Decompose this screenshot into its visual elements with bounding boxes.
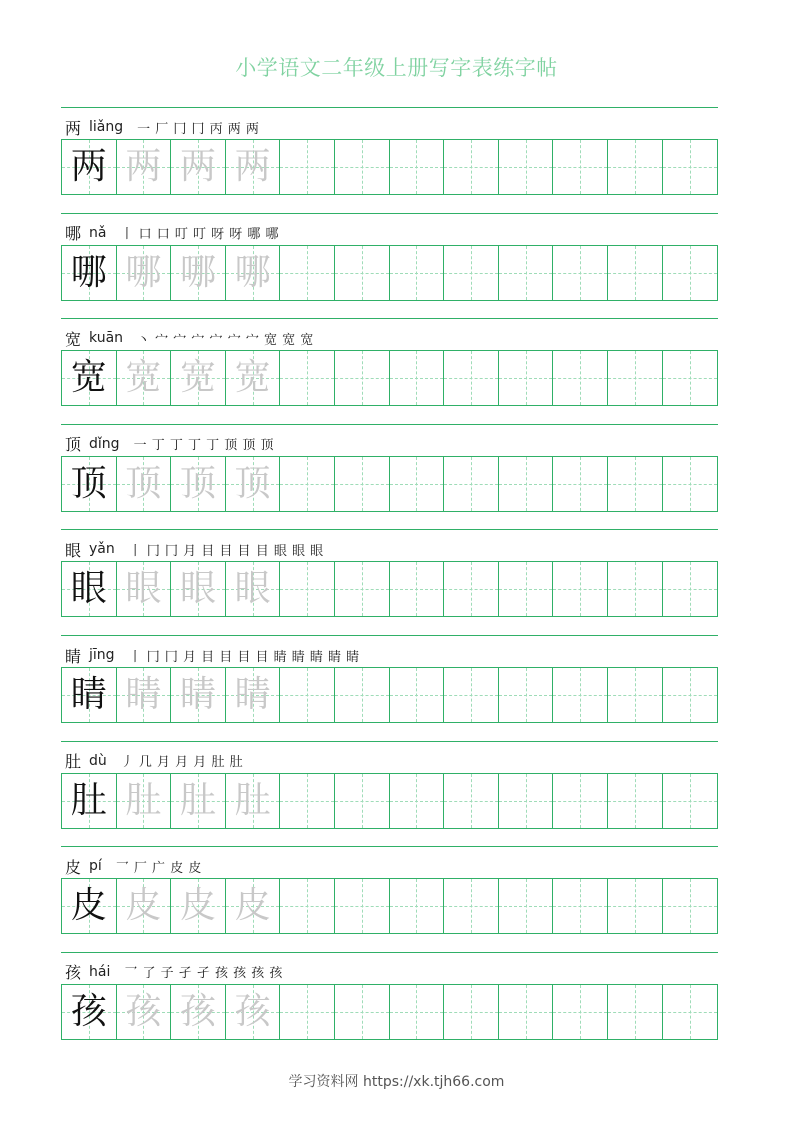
trace-character: 眼: [125, 568, 162, 610]
character-info: [65, 644, 360, 666]
blank-cell[interactable]: [553, 668, 608, 722]
blank-cell[interactable]: [663, 140, 718, 194]
blank-cell[interactable]: [663, 351, 718, 405]
model-cell: [62, 985, 117, 1039]
model-character: 皮: [70, 885, 107, 927]
pinyin-label: hái: [89, 963, 111, 980]
trace-cell: [226, 457, 281, 511]
trace-character: 顶: [234, 462, 271, 504]
row-divider: [61, 952, 718, 953]
trace-cell: [117, 246, 172, 300]
blank-cell[interactable]: [390, 879, 445, 933]
blank-cell[interactable]: [280, 140, 335, 194]
trace-character: 哪: [234, 251, 271, 293]
stroke-order: 一 丁 丁 丁 丁 顶 顶 顶: [133, 438, 274, 454]
pinyin-label: dǐng: [89, 435, 120, 452]
character-label: 睛: [65, 646, 82, 666]
stroke-order: 一 厂 冂 冂 丙 两 两: [137, 121, 260, 137]
trace-cell: [226, 774, 281, 828]
trace-cell: [171, 985, 226, 1039]
pinyin-label: jīng: [89, 647, 115, 663]
blank-cell[interactable]: [663, 562, 718, 616]
blank-cell[interactable]: [499, 985, 554, 1039]
model-cell: [62, 140, 117, 194]
blank-cell[interactable]: [280, 351, 335, 405]
blank-cell[interactable]: [335, 774, 390, 828]
character-label: 孩: [65, 963, 82, 983]
writing-grid: [61, 667, 718, 723]
character-info: [65, 855, 202, 877]
trace-character: 睛: [179, 674, 216, 715]
stroke-order: 丶 宀 宀 宀 宀 宀 宀 宽 宽 宽: [137, 332, 314, 348]
blank-cell[interactable]: [499, 246, 554, 300]
blank-cell[interactable]: [499, 562, 554, 616]
trace-character: 宽: [125, 357, 162, 399]
character-label: 两: [65, 118, 82, 138]
model-character: 睛: [70, 674, 107, 715]
blank-cell[interactable]: [335, 246, 390, 300]
trace-character: 皮: [125, 885, 162, 927]
blank-cell[interactable]: [390, 246, 445, 300]
model-cell: [62, 879, 117, 933]
blank-cell[interactable]: [608, 562, 663, 616]
blank-cell[interactable]: [499, 774, 554, 828]
pinyin-label: yǎn: [89, 541, 115, 558]
trace-cell: [117, 985, 172, 1039]
trace-character: 孩: [234, 990, 271, 1032]
character-info: [65, 538, 324, 560]
character-info: [65, 961, 283, 983]
pinyin-label: nǎ: [89, 224, 107, 241]
model-cell: [62, 457, 117, 511]
pinyin-label: kuān: [89, 330, 124, 347]
row-divider: [61, 635, 718, 636]
trace-character: 肚: [125, 779, 162, 821]
blank-cell[interactable]: [663, 246, 718, 300]
blank-cell[interactable]: [663, 774, 718, 828]
trace-cell: [117, 562, 172, 616]
blank-cell[interactable]: [608, 246, 663, 300]
blank-cell[interactable]: [553, 457, 608, 511]
character-label: 皮: [65, 857, 82, 877]
stroke-order: 乛 了 子 孑 孑 孩 孩 孩 孩: [124, 966, 283, 982]
trace-character: 睛: [125, 674, 162, 715]
model-character: 孩: [70, 990, 107, 1032]
row-divider: [61, 741, 718, 742]
trace-character: 哪: [125, 251, 162, 293]
trace-cell: [171, 562, 226, 616]
model-character: 宽: [70, 357, 107, 399]
model-character: 哪: [70, 251, 107, 293]
page-title: 小学语文二年级上册写字表练字帖: [235, 56, 558, 80]
trace-cell: [171, 668, 226, 722]
blank-cell[interactable]: [280, 562, 335, 616]
blank-cell[interactable]: [280, 774, 335, 828]
model-cell: [62, 246, 117, 300]
blank-cell[interactable]: [390, 457, 445, 511]
blank-cell[interactable]: [663, 457, 718, 511]
trace-cell: [171, 351, 226, 405]
blank-cell[interactable]: [444, 457, 499, 511]
blank-cell[interactable]: [444, 879, 499, 933]
trace-cell: [226, 351, 281, 405]
blank-cell[interactable]: [280, 246, 335, 300]
trace-cell: [171, 774, 226, 828]
trace-character: 两: [234, 146, 271, 187]
trace-cell: [117, 351, 172, 405]
blank-cell[interactable]: [280, 879, 335, 933]
character-info: [65, 750, 243, 772]
blank-cell[interactable]: [280, 668, 335, 722]
trace-character: 顶: [179, 462, 216, 504]
blank-cell[interactable]: [553, 774, 608, 828]
trace-character: 肚: [179, 779, 216, 821]
trace-character: 皮: [179, 885, 216, 927]
trace-cell: [226, 879, 281, 933]
trace-cell: [117, 668, 172, 722]
trace-character: 宽: [179, 357, 216, 399]
blank-cell[interactable]: [335, 140, 390, 194]
stroke-order: 丨 冂 冂 月 目 目 目 目 眼 眼 眼: [128, 543, 324, 559]
character-label: 眼: [65, 540, 82, 560]
writing-grid: [61, 561, 718, 617]
writing-grid: [61, 984, 718, 1040]
model-character: 两: [70, 146, 107, 187]
model-character: 肚: [70, 779, 107, 821]
blank-cell[interactable]: [608, 774, 663, 828]
row-divider: [61, 318, 718, 319]
trace-cell: [117, 457, 172, 511]
blank-cell[interactable]: [390, 562, 445, 616]
blank-cell[interactable]: [499, 140, 554, 194]
blank-cell[interactable]: [335, 562, 390, 616]
row-divider: [61, 529, 718, 530]
blank-cell[interactable]: [663, 879, 718, 933]
blank-cell[interactable]: [390, 774, 445, 828]
model-cell: [62, 668, 117, 722]
character-info: [65, 222, 279, 244]
blank-cell[interactable]: [499, 668, 554, 722]
trace-character: 孩: [125, 990, 162, 1032]
writing-grid: [61, 139, 718, 195]
trace-cell: [226, 562, 281, 616]
blank-cell[interactable]: [553, 140, 608, 194]
stroke-order: 丨 冂 冂 月 目 目 目 目 睛 睛 睛 睛 睛: [128, 649, 360, 665]
blank-cell[interactable]: [335, 457, 390, 511]
character-info: [65, 433, 274, 455]
blank-cell[interactable]: [390, 985, 445, 1039]
pinyin-label: dù: [89, 752, 107, 769]
trace-character: 眼: [234, 568, 271, 610]
blank-cell[interactable]: [335, 879, 390, 933]
writing-grid: [61, 245, 718, 301]
blank-cell[interactable]: [499, 457, 554, 511]
blank-cell[interactable]: [444, 668, 499, 722]
trace-character: 肚: [234, 779, 271, 821]
blank-cell[interactable]: [390, 668, 445, 722]
blank-cell[interactable]: [444, 985, 499, 1039]
trace-cell: [171, 879, 226, 933]
trace-cell: [171, 457, 226, 511]
blank-cell[interactable]: [608, 879, 663, 933]
character-label: 哪: [65, 224, 82, 244]
blank-cell[interactable]: [335, 985, 390, 1039]
blank-cell[interactable]: [335, 668, 390, 722]
blank-cell[interactable]: [280, 985, 335, 1039]
blank-cell[interactable]: [390, 140, 445, 194]
writing-grid: [61, 878, 718, 934]
trace-cell: [171, 140, 226, 194]
trace-character: 两: [125, 146, 162, 187]
trace-character: 两: [179, 146, 216, 187]
blank-cell[interactable]: [553, 246, 608, 300]
trace-cell: [226, 985, 281, 1039]
row-divider: [61, 424, 718, 425]
blank-cell[interactable]: [553, 985, 608, 1039]
blank-cell[interactable]: [499, 879, 554, 933]
blank-cell[interactable]: [499, 351, 554, 405]
model-cell: [62, 351, 117, 405]
trace-cell: [171, 246, 226, 300]
model-cell: [62, 562, 117, 616]
blank-cell[interactable]: [444, 774, 499, 828]
character-label: 肚: [65, 752, 82, 772]
model-character: 顶: [70, 462, 107, 504]
blank-cell[interactable]: [663, 985, 718, 1039]
model-cell: [62, 774, 117, 828]
character-info: [65, 116, 259, 138]
footer-url: 学习资料网 https://xk.tjh66.com: [288, 1074, 505, 1090]
trace-cell: [117, 774, 172, 828]
writing-grid: [61, 773, 718, 829]
character-info: [65, 327, 314, 349]
trace-character: 顶: [125, 462, 162, 504]
blank-cell[interactable]: [444, 562, 499, 616]
blank-cell[interactable]: [280, 457, 335, 511]
stroke-order: 丿 几 月 月 月 肚 肚: [120, 755, 244, 771]
writing-grid: [61, 456, 718, 512]
trace-cell: [117, 140, 172, 194]
blank-cell[interactable]: [335, 351, 390, 405]
character-label: 宽: [65, 329, 82, 349]
row-divider: [61, 107, 718, 108]
blank-cell[interactable]: [608, 351, 663, 405]
blank-cell[interactable]: [553, 351, 608, 405]
blank-cell[interactable]: [553, 562, 608, 616]
character-label: 顶: [65, 435, 82, 455]
blank-cell[interactable]: [608, 140, 663, 194]
blank-cell[interactable]: [663, 668, 718, 722]
blank-cell[interactable]: [608, 668, 663, 722]
stroke-order: 乛 厂 广 皮 皮: [115, 860, 202, 876]
trace-character: 孩: [179, 990, 216, 1032]
row-divider: [61, 213, 718, 214]
blank-cell[interactable]: [444, 246, 499, 300]
writing-grid: [61, 350, 718, 406]
blank-cell[interactable]: [553, 879, 608, 933]
blank-cell[interactable]: [444, 140, 499, 194]
blank-cell[interactable]: [608, 457, 663, 511]
blank-cell[interactable]: [608, 985, 663, 1039]
trace-character: 眼: [179, 568, 216, 610]
trace-cell: [226, 246, 281, 300]
trace-character: 哪: [179, 251, 216, 293]
blank-cell[interactable]: [390, 351, 445, 405]
pinyin-label: liǎng: [89, 119, 124, 135]
trace-character: 宽: [234, 357, 271, 399]
pinyin-label: pí: [89, 858, 102, 875]
blank-cell[interactable]: [444, 351, 499, 405]
trace-character: 皮: [234, 885, 271, 927]
stroke-order: 丨 口 口 叮 叮 呀 呀 哪 哪: [120, 227, 280, 243]
row-divider: [61, 846, 718, 847]
trace-cell: [117, 879, 172, 933]
trace-character: 睛: [234, 674, 271, 715]
model-character: 眼: [70, 568, 107, 610]
trace-cell: [226, 668, 281, 722]
trace-cell: [226, 140, 281, 194]
